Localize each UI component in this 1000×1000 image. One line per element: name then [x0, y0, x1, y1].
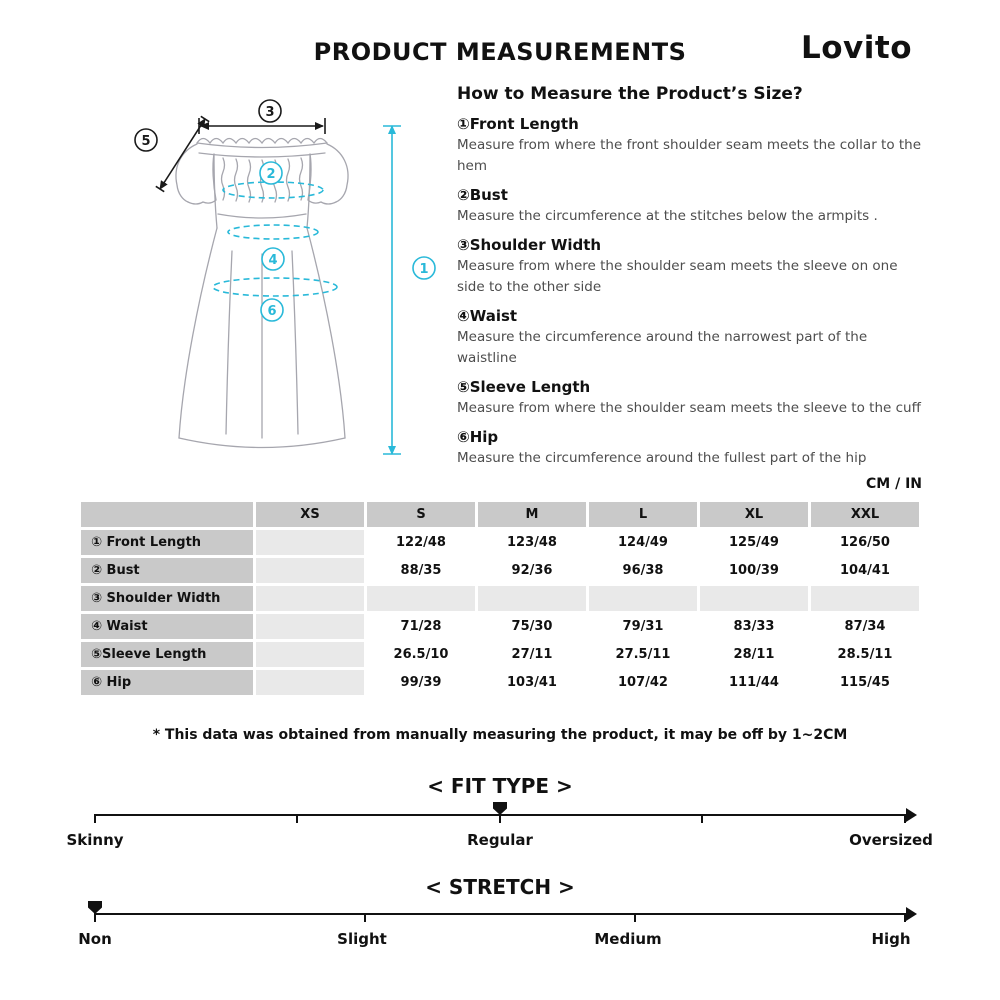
corner-cell [81, 502, 253, 527]
stretch-label-non: Non [78, 930, 112, 948]
size-cell: 100/39 [700, 558, 808, 583]
table-row-bust [81, 558, 919, 583]
col-header-l: L [589, 502, 697, 527]
fit-label-skinny: Skinny [66, 831, 124, 849]
row-label: ⑥ Hip [81, 670, 253, 695]
callout-num-waist: 4 [268, 253, 278, 268]
measure-item-hip [457, 426, 927, 469]
size-cell: 92/36 [478, 558, 586, 583]
size-cell: 26.5/10 [367, 642, 475, 667]
callout-num-front-length: 1 [419, 262, 429, 277]
row-label: ⑤Sleeve Length [81, 642, 253, 667]
shoulder-width-annotation [199, 118, 325, 134]
callout-num-bust: 2 [266, 167, 276, 182]
size-cell [700, 586, 808, 611]
size-cell: 99/39 [367, 670, 475, 695]
size-cell: 115/45 [811, 670, 919, 695]
size-cell: 103/41 [478, 670, 586, 695]
stretch-label-high: High [871, 930, 911, 948]
fit-label-regular: Regular [467, 831, 533, 849]
size-cell: 79/31 [589, 614, 697, 639]
stretch-scale [78, 903, 922, 961]
measure-item-desc: Measure from where the shoulder seam meets the sleeve to the cuff [457, 400, 921, 416]
dress-measurement-diagram [80, 86, 450, 471]
measure-item-desc: Measure from where the shoulder seam meets the sleeve on one side to the other side [457, 258, 898, 295]
measure-item-label: ⑥Hip [457, 428, 499, 446]
page-title: PRODUCT MEASUREMENTS [313, 38, 687, 66]
size-cell: 107/42 [589, 670, 697, 695]
size-cell [256, 642, 364, 667]
measure-item-waist [457, 305, 927, 369]
measure-item-label: ⑤Sleeve Length [457, 378, 591, 396]
size-table [78, 499, 922, 698]
size-table-wrap [78, 499, 922, 698]
size-cell: 123/48 [478, 530, 586, 555]
table-header-row [81, 502, 919, 527]
size-cell: 122/48 [367, 530, 475, 555]
table-row-waist [81, 614, 919, 639]
col-header-xs: XS [256, 502, 364, 527]
measure-item-label: ④Waist [457, 307, 518, 325]
measure-item-bust [457, 184, 927, 227]
waist-line [228, 225, 318, 239]
size-cell: 71/28 [367, 614, 475, 639]
measure-item-front-length [457, 113, 927, 177]
sleeve-length-annotation [156, 116, 209, 191]
fit-type-title: < FIT TYPE > [427, 774, 573, 798]
tick [94, 814, 96, 823]
size-cell [589, 586, 697, 611]
measure-item-desc: Measure from where the front shoulder seam meets the collar to the hem [457, 137, 922, 174]
tick [701, 814, 703, 823]
row-label: ④ Waist [81, 614, 253, 639]
row-label: ② Bust [81, 558, 253, 583]
size-cell [478, 586, 586, 611]
size-cell: 126/50 [811, 530, 919, 555]
table-row-hip [81, 670, 919, 695]
size-cell: 124/49 [589, 530, 697, 555]
dress-illustration [176, 139, 348, 448]
measure-item-desc: Measure the circumference around the fullest part of the hip [457, 450, 867, 466]
size-cell: 125/49 [700, 530, 808, 555]
measure-item-label: ①Front Length [457, 115, 579, 133]
measure-item-label: ②Bust [457, 186, 508, 204]
size-cell: 87/34 [811, 614, 919, 639]
stretch-axis-line [95, 913, 905, 915]
girth-annotations [213, 126, 401, 454]
measure-item-desc: Measure the circumference at the stitches below the armpits . [457, 208, 878, 224]
size-cell: 88/35 [367, 558, 475, 583]
measure-item-shoulder-width [457, 234, 927, 298]
callout-num-sleeve-length: 5 [141, 134, 151, 149]
stretch-title: < STRETCH > [425, 875, 575, 899]
callout-num-hip: 6 [267, 304, 277, 319]
measure-item-label: ③Shoulder Width [457, 236, 602, 254]
brand-logo: Lovito [800, 30, 912, 66]
col-header-s: S [367, 502, 475, 527]
units-label: CM / IN [866, 476, 922, 492]
measurement-disclaimer: * This data was obtained from manually measuring the product, it may be off by 1~2CM [152, 727, 848, 743]
how-to-heading: How to Measure the Product’s Size? [457, 84, 803, 104]
hip-line [213, 278, 337, 296]
col-header-xxl: XXL [811, 502, 919, 527]
tick [94, 913, 96, 922]
size-cell [256, 614, 364, 639]
col-header-m: M [478, 502, 586, 527]
callout-num-shoulder-width: 3 [265, 105, 275, 120]
tick [364, 913, 366, 922]
size-cell [256, 558, 364, 583]
size-cell: 104/41 [811, 558, 919, 583]
table-row-shoulder-width [81, 586, 919, 611]
tick [499, 814, 501, 823]
tick [296, 814, 298, 823]
fit-type-scale [66, 804, 933, 862]
tick [634, 913, 636, 922]
how-to-measure-section [457, 84, 927, 469]
measure-item-desc: Measure the circumference around the narrowest part of the waistline [457, 329, 868, 366]
size-cell: 28.5/11 [811, 642, 919, 667]
size-cell [367, 586, 475, 611]
stretch-label-slight: Slight [337, 930, 387, 948]
table-row-sleeve-length [81, 642, 919, 667]
size-cell: 27/11 [478, 642, 586, 667]
size-cell: 111/44 [700, 670, 808, 695]
axis-arrow-icon [906, 907, 917, 921]
axis-arrow-icon [906, 808, 917, 822]
size-cell: 83/33 [700, 614, 808, 639]
stretch-label-medium: Medium [594, 930, 662, 948]
table-row-front-length [81, 530, 919, 555]
size-cell: 28/11 [700, 642, 808, 667]
row-label: ① Front Length [81, 530, 253, 555]
size-cell: 96/38 [589, 558, 697, 583]
size-cell [256, 586, 364, 611]
fit-label-oversized: Oversized [849, 831, 933, 849]
size-cell: 75/30 [478, 614, 586, 639]
row-label: ③ Shoulder Width [81, 586, 253, 611]
measure-item-sleeve-length [457, 376, 927, 419]
size-cell [256, 530, 364, 555]
size-cell [256, 670, 364, 695]
size-cell: 27.5/11 [589, 642, 697, 667]
size-cell [811, 586, 919, 611]
col-header-xl: XL [700, 502, 808, 527]
